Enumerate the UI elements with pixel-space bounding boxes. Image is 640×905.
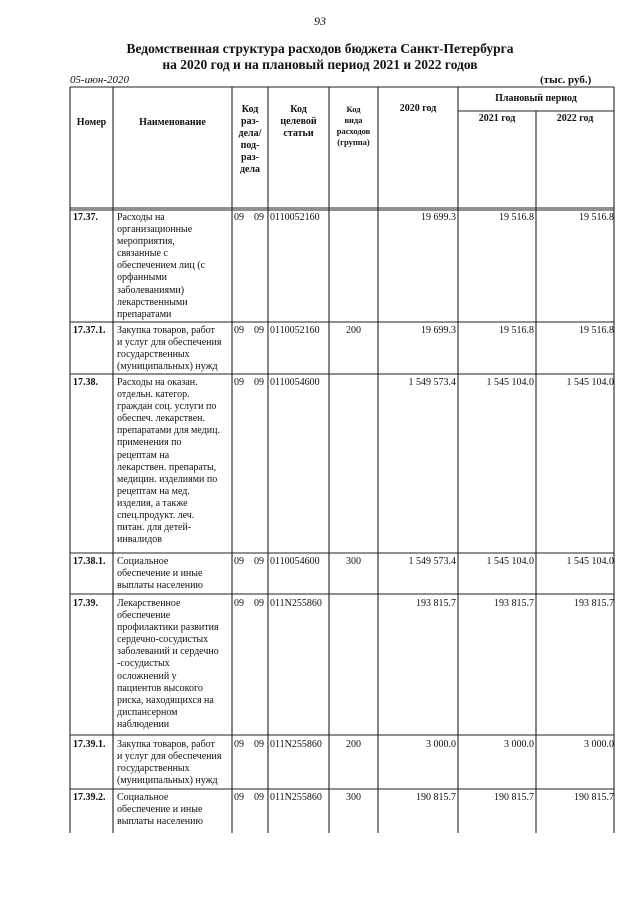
row-value-2022: 1 545 104.0 [566, 377, 614, 388]
row-section: 09 [234, 377, 244, 388]
row-expense-kind: 300 [346, 556, 361, 567]
row-target-code: 011N255860 [270, 598, 322, 609]
row-value-2022: 3 000.0 [584, 739, 614, 750]
header-number: Номер [76, 117, 107, 128]
row-subsection: 09 [254, 739, 264, 750]
row-name: Социальное обеспечение и иные выплаты населению [117, 556, 203, 592]
row-value-2020: 3 000.0 [426, 739, 456, 750]
header-planned-period: Плановый период [495, 93, 577, 104]
row-name: Расходы на организационные мероприятия, связанные с обеспечением лиц (с орфанными заболеваниями) лекарственными препаратами [117, 212, 206, 320]
row-subsection: 09 [254, 377, 264, 388]
row-number: 17.39.2. [73, 792, 106, 803]
row-value-2022: 193 815.7 [574, 598, 614, 609]
row-value-2021: 193 815.7 [494, 598, 534, 609]
row-subsection: 09 [254, 325, 264, 336]
row-target-code: 0110054600 [270, 556, 320, 567]
row-value-2020: 193 815.7 [416, 598, 456, 609]
row-value-2021: 19 516.8 [499, 212, 534, 223]
row-value-2021: 19 516.8 [499, 325, 534, 336]
row-value-2021: 1 545 104.0 [486, 377, 534, 388]
row-subsection: 09 [254, 212, 264, 223]
row-name: Закупка товаров, работ и услуг для обеспечения государственных (муниципальных) нужд [117, 739, 222, 787]
title-line-1: Ведомственная структура расходов бюджета Санкт-Петербурга [126, 41, 514, 56]
row-target-code: 011N255860 [270, 739, 322, 750]
title-line-2: на 2020 год и на плановый период 2021 и 2022 годов [162, 57, 478, 72]
row-expense-kind: 300 [346, 792, 361, 803]
document-date: 05-июн-2020 [70, 74, 130, 86]
row-value-2020: 19 699.3 [421, 212, 456, 223]
row-value-2020: 1 549 573.4 [408, 377, 456, 388]
row-value-2021: 190 815.7 [494, 792, 534, 803]
units-label: (тыс. руб.) [540, 74, 592, 86]
row-subsection: 09 [254, 598, 264, 609]
row-name: Социальное обеспечение и иные выплаты населению [117, 792, 203, 828]
row-name: Закупка товаров, работ и услуг для обеспечения государственных (муниципальных) нужд [117, 325, 222, 373]
row-value-2022: 190 815.7 [574, 792, 614, 803]
row-number: 17.37. [73, 212, 98, 223]
row-target-code: 011N255860 [270, 792, 322, 803]
header-name: Наименование [139, 117, 206, 128]
row-subsection: 09 [254, 556, 264, 567]
row-section: 09 [234, 556, 244, 567]
row-name: Расходы на оказан. отдельн. категор. граждан соц. услуги по обеспеч. лекарствен. препаратами для медиц. применения по рецептам на лекарствен. препараты, медицин. изделиями по рецептам на мед. изделия, а также спец.продукт. леч. питан. для детей- инвалидов [117, 377, 220, 546]
row-value-2022: 1 545 104.0 [566, 556, 614, 567]
row-expense-kind: 200 [346, 739, 361, 750]
row-target-code: 0110052160 [270, 325, 320, 336]
row-value-2021: 3 000.0 [504, 739, 534, 750]
row-expense-kind: 200 [346, 325, 361, 336]
page-number: 93 [314, 14, 326, 28]
row-section: 09 [234, 212, 244, 223]
row-value-2021: 1 545 104.0 [486, 556, 534, 567]
row-subsection: 09 [254, 792, 264, 803]
row-section: 09 [234, 325, 244, 336]
row-number: 17.38. [73, 377, 98, 388]
header-year-2022: 2022 год [556, 113, 594, 124]
row-number: 17.39.1. [73, 739, 106, 750]
row-number: 17.39. [73, 598, 98, 609]
row-value-2020: 1 549 573.4 [408, 556, 456, 567]
header-expense-kind: Код вида расходов (группа) [336, 104, 371, 147]
row-value-2022: 19 516.8 [579, 212, 614, 223]
document-title [0, 41, 640, 73]
row-section: 09 [234, 739, 244, 750]
row-value-2020: 190 815.7 [416, 792, 456, 803]
row-section: 09 [234, 598, 244, 609]
row-number: 17.37.1. [73, 325, 106, 336]
row-section: 09 [234, 792, 244, 803]
header-year-2020: 2020 год [399, 103, 437, 114]
row-value-2022: 19 516.8 [579, 325, 614, 336]
row-name: Лекарственное обеспечение профилактики развития сердечно-сосудистых заболеваний и сердечно -сосудистых осложнений у пациентов высокого риска, находящихся на диспансерном наблюдении [117, 598, 219, 730]
row-target-code: 0110052160 [270, 212, 320, 223]
row-number: 17.38.1. [73, 556, 106, 567]
row-target-code: 0110054600 [270, 377, 320, 388]
row-value-2020: 19 699.3 [421, 325, 456, 336]
header-year-2021: 2021 год [478, 113, 516, 124]
header-section-code: Код раз- дела/ под- раз- дела [238, 104, 262, 176]
header-target-code: Код целевой статьи [280, 104, 317, 140]
